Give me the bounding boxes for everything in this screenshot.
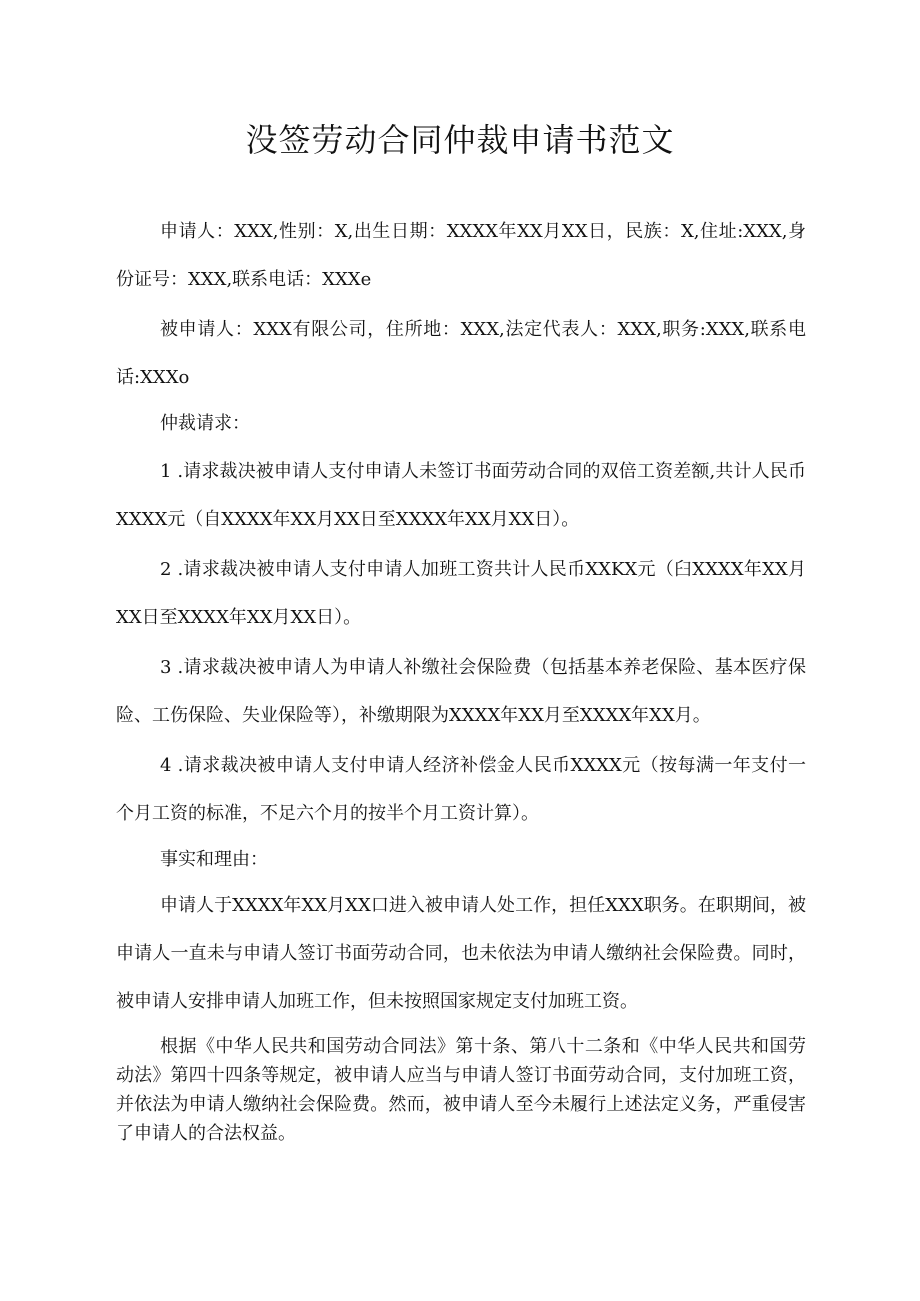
claim-item-2: 2 .请求裁决被申请人支付申请人加班工资共计人民币XXKX元（臼XXXX年XX月XX日至XXXX年XX月XX日）。 [116, 559, 806, 628]
facts-heading: 事实和理由： [160, 849, 268, 870]
respondent-paragraph: 被申请人：XXX有限公司，住所地：XXX,法定代表人：XXX,职务:XXX,联系电话:XXXo [116, 319, 806, 388]
claim-item-1: 1 .请求裁决被申请人支付申请人未签订书面劳动合同的双倍工资差额,共计人民币XXXX元（自XXXX年XX月XX日至XXXX年XX月XX日）。 [116, 461, 806, 530]
applicant-paragraph: 申请人：XXX,性别：X,出生日期：XXXX年XX月XX日，民族：X,住址:XXX,身份证号：XXX,联系电话：XXXe [116, 221, 806, 290]
claim-item-3: 3 .请求裁决被申请人为申请人补缴社会保险费（包括基本养老保险、基本医疗保险、工伤保险、失业保险等），补缴期限为XXXX年XX月至XXXX年XX月。 [116, 657, 806, 726]
facts-paragraph-1: 申请人于XXXX年XX月XX口进入被申请人处工作，担任XXX职务。在职期间，被申请人一直未与申请人签订书面劳动合同，也未依法为申请人缴纳社会保险费。同时，被申请人安排申请人加班工作，但未按照国家规定支付加班工资。 [116, 895, 806, 1012]
claim-item-4: 4 .请求裁决被申请人支付申请人经济补偿金人民币XXXX元（按每满一年支付一个月工资的标准，不足六个月的按半个月工资计算）。 [116, 755, 806, 824]
facts-paragraph-2: 根据《中华人民共和国劳动合同法》第十条、第八十二条和《中华人民共和国劳动法》第四十四条等规定，被申请人应当与申请人签订书面劳动合同，支付加班工资，并依法为申请人缴纳社会保险费。然而，被申请人至今未履行上述法定义务，严重侵害了申请人的合法权益。 [116, 1036, 806, 1144]
claims-heading: 仲裁请求： [160, 413, 250, 434]
document-title: 没签劳动合同仲裁申请书范文 [245, 121, 675, 159]
